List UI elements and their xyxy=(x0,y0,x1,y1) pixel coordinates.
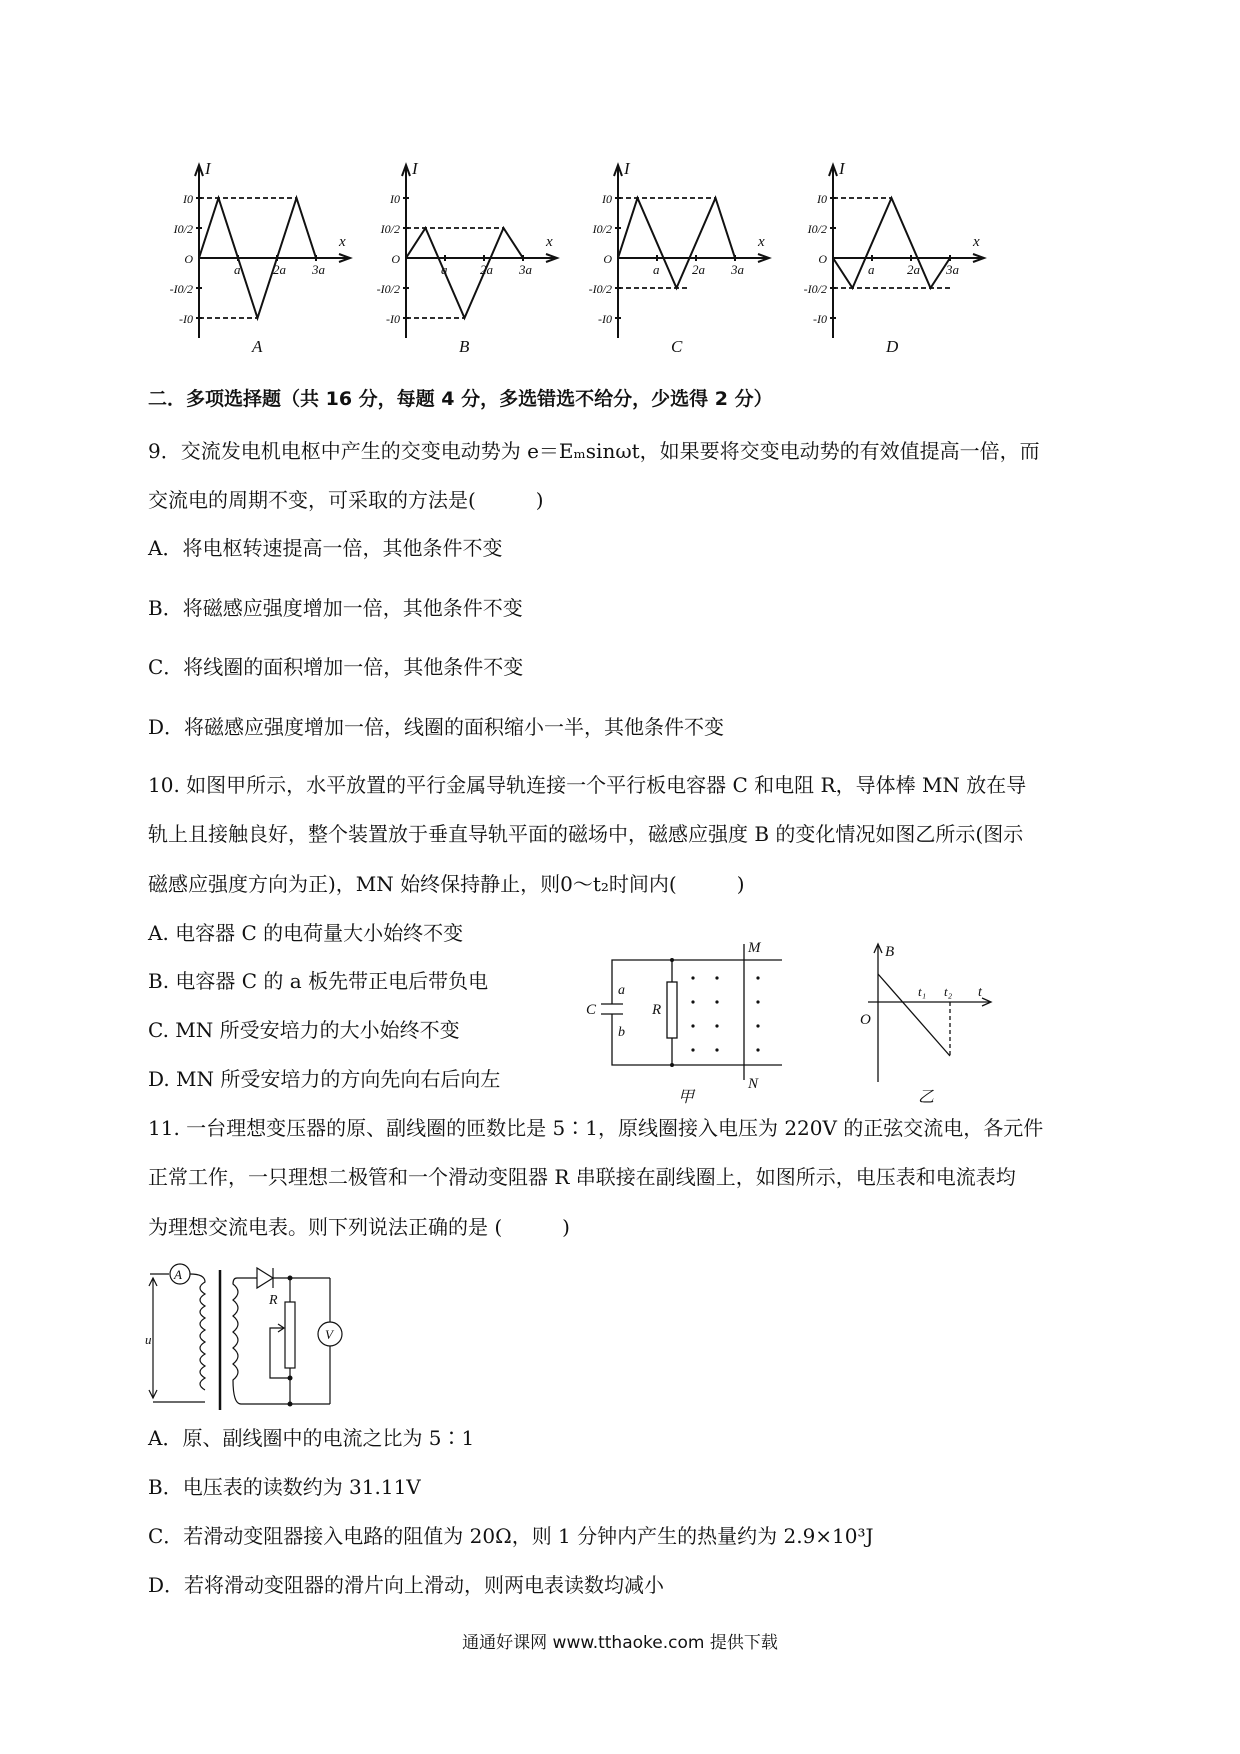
label-m: M xyxy=(748,940,761,956)
x-tick-label: 3a xyxy=(519,262,532,277)
q11-stem-line-2: 正常工作，一只理想二极管和一个滑动变阻器 R 串联接在副线圈上，如图所示，电压表和电流表均 xyxy=(148,1165,1016,1189)
figure-yi-b-t-graph xyxy=(848,940,1008,1106)
graph-option-label: A xyxy=(252,337,263,356)
x-axis-label: x xyxy=(973,234,980,250)
label-t2: t₂ xyxy=(944,984,953,999)
graph-c xyxy=(576,160,776,355)
y-axis-label: I xyxy=(412,159,418,178)
label-n: N xyxy=(748,1076,759,1092)
x-axis-label: x xyxy=(758,234,765,250)
x-tick-label: a xyxy=(441,262,448,277)
q11-option-d: D．若将滑动变阻器的滑片向上滑动，则两电表读数均减小 xyxy=(148,1573,665,1597)
y-tick-label: I0/2 xyxy=(592,222,612,236)
x-tick-label: 2a xyxy=(907,262,920,277)
label-b-axis: B xyxy=(885,944,895,960)
x-tick-label: a xyxy=(868,262,875,277)
y-tick-label: I0 xyxy=(602,192,612,206)
label-a: a xyxy=(618,983,625,998)
transformer-circuit xyxy=(145,1262,375,1412)
footer-source: 通通好课网 www.tthaoke.com 提供下载 xyxy=(462,1633,778,1653)
caption-yi: 乙 xyxy=(918,1089,935,1106)
q9-option-d: D．将磁感应强度增加一倍，线圈的面积缩小一半，其他条件不变 xyxy=(148,715,725,739)
current-series-line xyxy=(406,228,523,318)
y-tick-label: I0/2 xyxy=(807,222,827,236)
q9-option-b: B．将磁感应强度增加一倍，其他条件不变 xyxy=(148,596,523,620)
q11-option-b: B．电压表的读数约为 31.11V xyxy=(148,1475,421,1499)
y-tick-label: I0/2 xyxy=(380,222,400,236)
q9-stem-line-1: 9．交流发电机电枢中产生的交变电动势为 e＝Eₘsinωt，如果要将交变电动势的有效值提高一倍，而 xyxy=(148,439,1040,463)
label-r: R xyxy=(652,1002,662,1018)
y-tick-label: I0/2 xyxy=(173,222,193,236)
q10-option-a: A. 电容器 C 的电荷量大小始终不变 xyxy=(148,921,464,945)
graph-d xyxy=(791,160,991,355)
current-series-line xyxy=(833,198,950,288)
y-tick-label: -I0 xyxy=(179,312,193,326)
label-c: C xyxy=(586,1002,597,1018)
y-tick-label: O xyxy=(184,252,193,266)
y-tick-label: I0 xyxy=(390,192,400,206)
label-b: b xyxy=(618,1025,625,1040)
x-tick-label: 2a xyxy=(480,262,493,277)
x-tick-label: 3a xyxy=(312,262,325,277)
x-axis-label: x xyxy=(339,234,346,250)
x-tick-label: a xyxy=(653,262,660,277)
q10-option-b: B. 电容器 C 的 a 板先带正电后带负电 xyxy=(148,969,489,993)
y-tick-label: -I0/2 xyxy=(169,282,193,296)
graph-option-label: C xyxy=(671,337,683,356)
q10-stem-line-3: 磁感应强度方向为正)，MN 始终保持静止，则0～t₂时间内( ) xyxy=(148,872,745,896)
graph-option-label: B xyxy=(459,337,470,356)
y-tick-label: O xyxy=(391,252,400,266)
y-axis-label: I xyxy=(839,159,845,178)
y-tick-label: -I0/2 xyxy=(376,282,400,296)
y-tick-label: -I0 xyxy=(813,312,827,326)
label-voltage: u xyxy=(145,1332,152,1347)
y-tick-label: -I0/2 xyxy=(588,282,612,296)
current-series-line xyxy=(618,198,735,288)
q9-option-a: A．将电枢转速提高一倍，其他条件不变 xyxy=(148,536,503,560)
y-tick-label: -I0/2 xyxy=(803,282,827,296)
x-tick-label: 2a xyxy=(273,262,286,277)
y-tick-label: -I0 xyxy=(386,312,400,326)
caption-jia: 甲 xyxy=(678,1089,695,1106)
y-tick-label: I0 xyxy=(183,192,193,206)
x-tick-label: 3a xyxy=(946,262,959,277)
y-axis-label: I xyxy=(624,159,630,178)
y-tick-label: O xyxy=(818,252,827,266)
y-tick-label: I0 xyxy=(817,192,827,206)
q11-stem-line-3: 为理想交流电表。则下列说法正确的是 ( ) xyxy=(148,1215,570,1239)
q10-stem-line-1: 10. 如图甲所示，水平放置的平行金属导轨连接一个平行板电容器 C 和电阻 R，导体棒 MN 放在导 xyxy=(148,773,1027,797)
y-axis-label: I xyxy=(205,159,211,178)
label-resistor: R xyxy=(269,1293,278,1308)
label-origin: O xyxy=(860,1012,871,1028)
x-tick-label: 2a xyxy=(692,262,705,277)
x-axis-label: x xyxy=(546,234,553,250)
graph-a xyxy=(157,160,357,355)
ammeter-icon: A xyxy=(174,1267,182,1282)
graph-b xyxy=(364,160,564,355)
q11-stem-line-1: 11. 一台理想变压器的原、副线圈的匝数比是 5∶1，原线圈接入电压为 220V 的正弦交流电，各元件 xyxy=(148,1116,1044,1140)
q9-option-c: C．将线圈的面积增加一倍，其他条件不变 xyxy=(148,655,524,679)
figure-jia-circuit xyxy=(586,940,802,1106)
q11-option-a: A．原、副线圈中的电流之比为 5∶1 xyxy=(148,1426,475,1450)
q10-stem-line-2: 轨上且接触良好，整个装置放于垂直导轨平面的磁场中，磁感应强度 B 的变化情况如图乙所示(图示 xyxy=(148,822,1024,846)
graph-option-label: D xyxy=(886,337,899,356)
voltmeter-icon: V xyxy=(325,1327,333,1342)
label-t: t xyxy=(978,985,982,1000)
q11-option-c: C．若滑动变阻器接入电路的阻值为 20Ω，则 1 分钟内产生的热量约为 2.9×10³J xyxy=(148,1524,874,1548)
q10-option-c: C. MN 所受安培力的大小始终不变 xyxy=(148,1018,460,1042)
q9-stem-line-2: 交流电的周期不变，可采取的方法是( ) xyxy=(148,488,544,512)
x-tick-label: 3a xyxy=(731,262,744,277)
section-heading: 二．多项选择题（共 16 分，每题 4 分，多选错选不给分，少选得 2 分） xyxy=(148,388,773,410)
label-t1: t₁ xyxy=(918,984,927,999)
y-tick-label: O xyxy=(603,252,612,266)
x-tick-label: a xyxy=(234,262,241,277)
y-tick-label: -I0 xyxy=(598,312,612,326)
q10-option-d: D. MN 所受安培力的方向先向右后向左 xyxy=(148,1067,501,1091)
